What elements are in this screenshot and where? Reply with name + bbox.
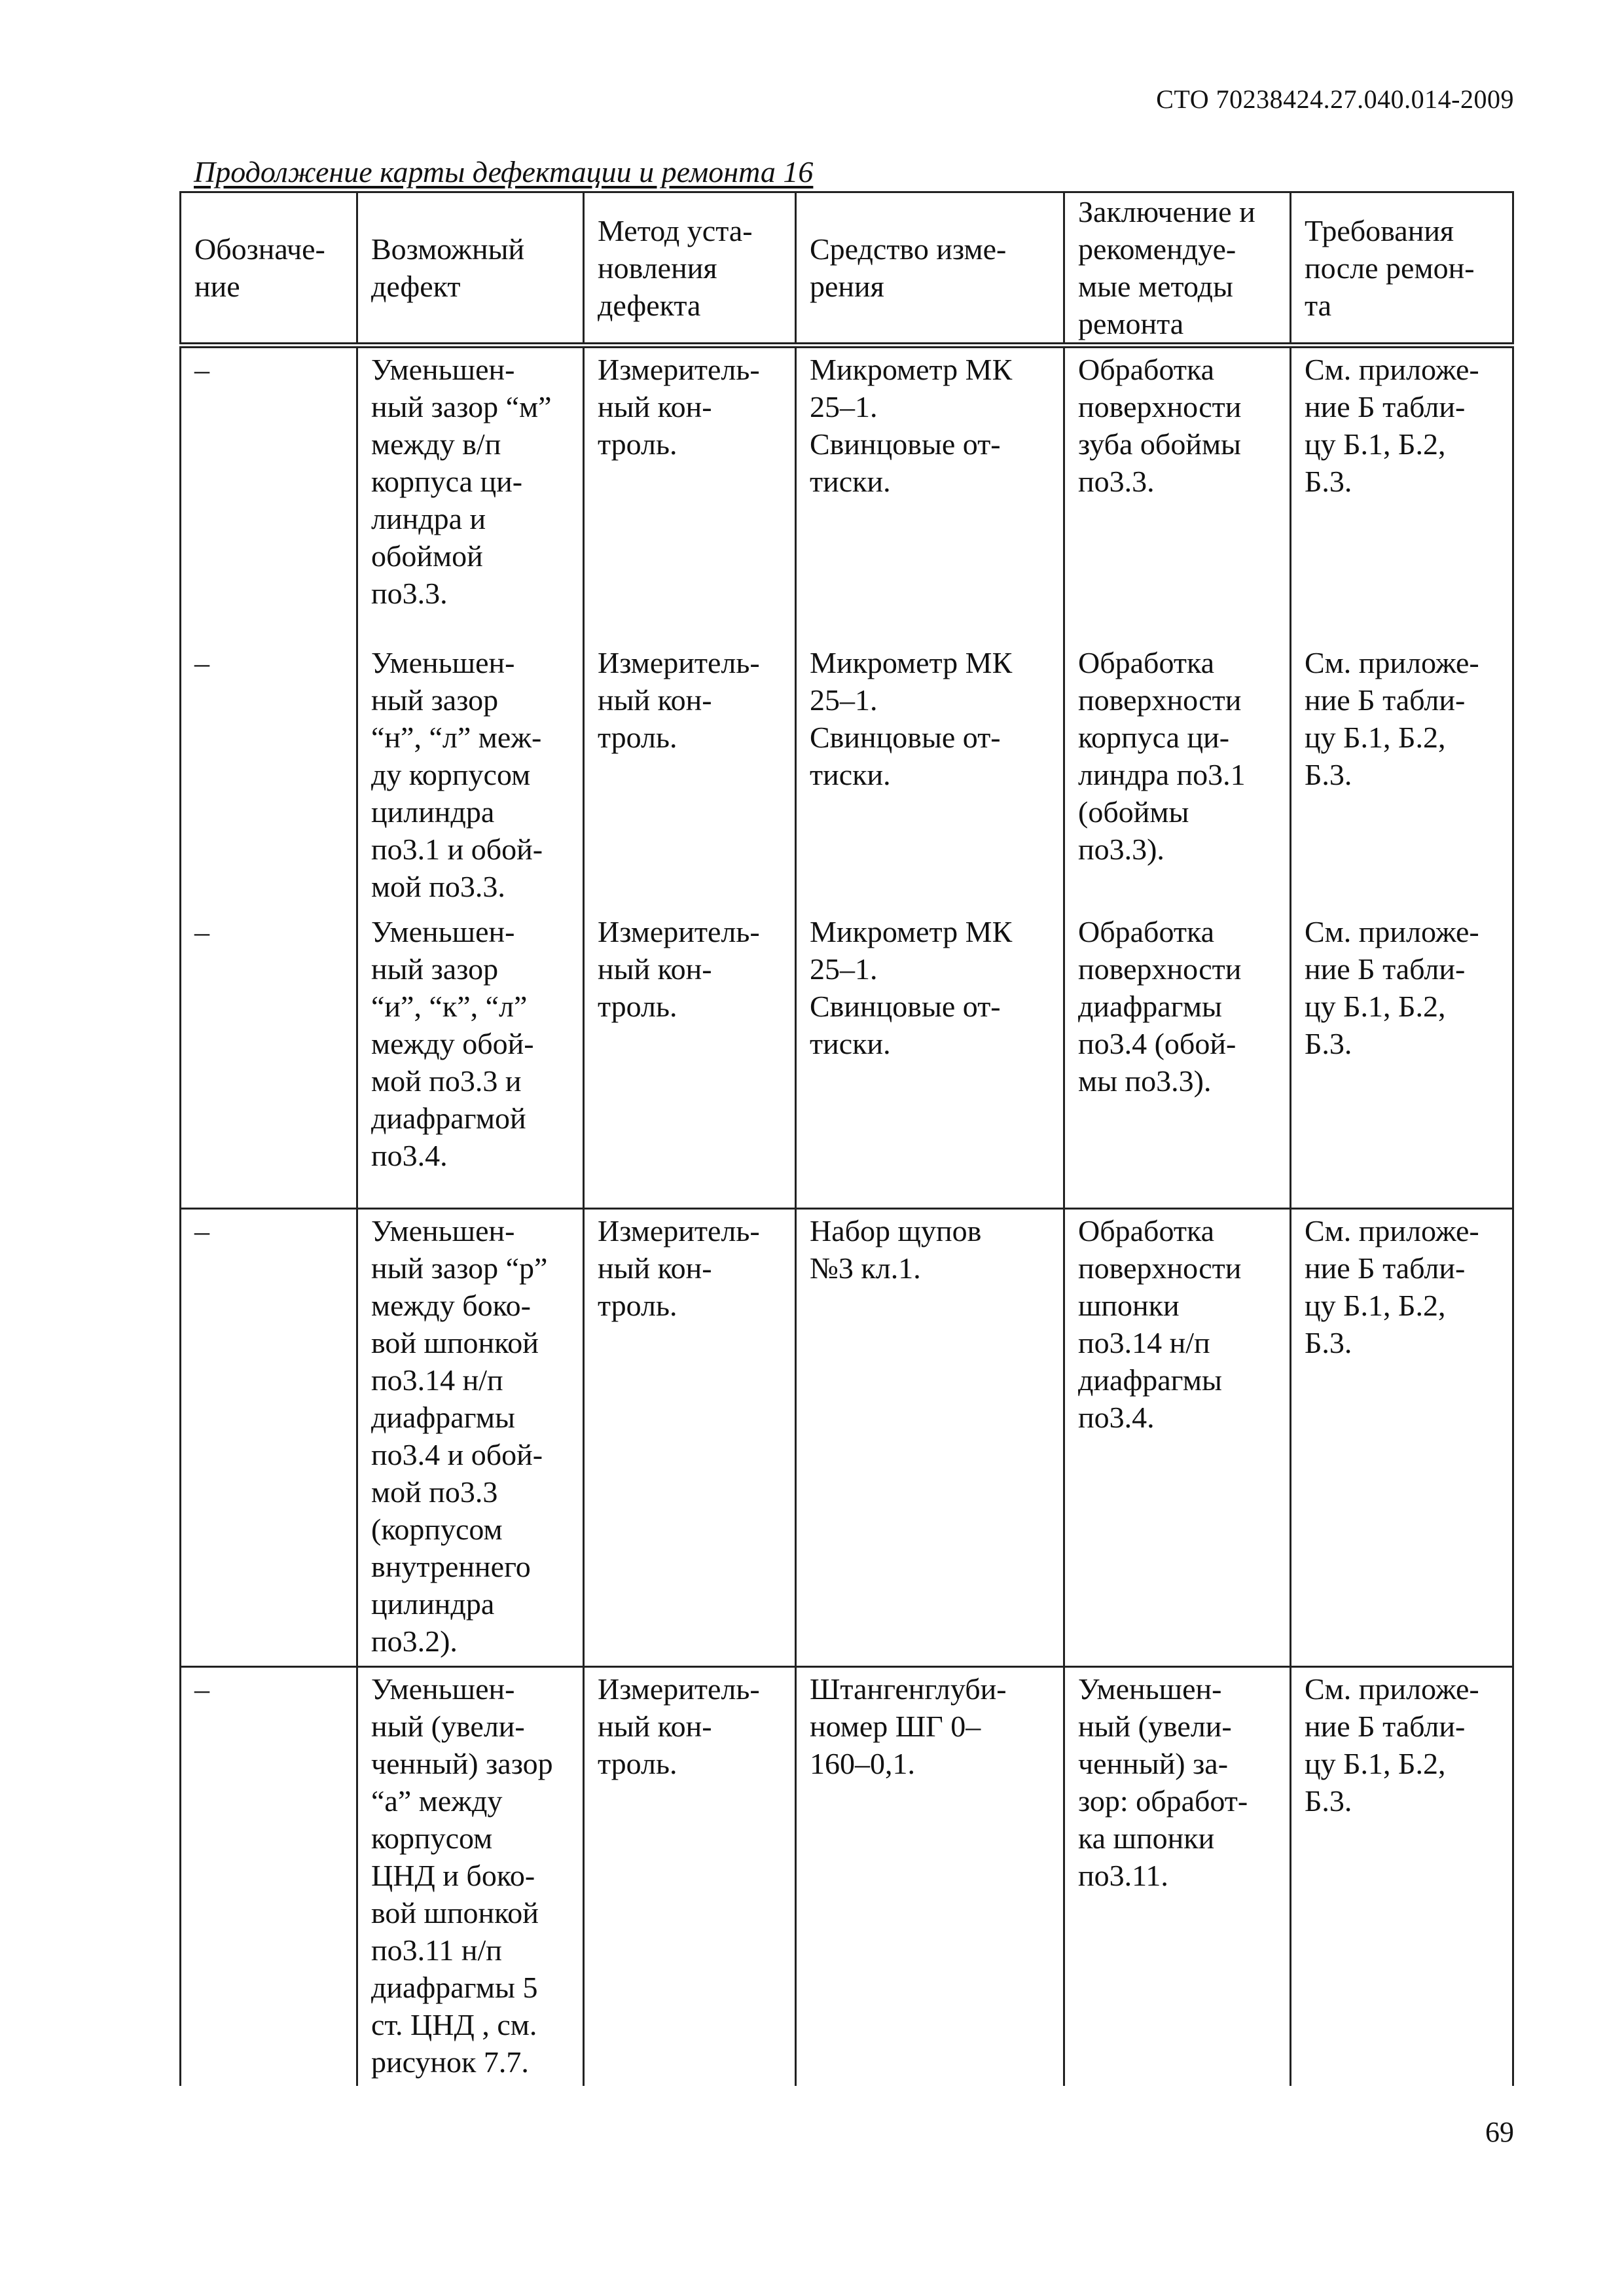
cell-defect: Уменьшен- ный зазор “и”, “к”, “л” между обой- мой по3.3 и диафрагмой по3.4. — [357, 910, 584, 1209]
cell-method: Измеритель- ный кон- троль. — [584, 1209, 796, 1667]
table-row — [181, 641, 1513, 910]
cell-defect: Уменьшен- ный (увели- ченный) зазор “а” между корпусом ЦНД и боко- вой шпонкой по3.11 н/п диафрагмы 5 ст. ЦНД , см. рисунок 7.7. — [357, 1667, 584, 2087]
cell-tool: Набор щупов №3 кл.1. — [796, 1209, 1064, 1667]
cell-conclusion: Обработка поверхности зуба обоймы по3.3. — [1064, 346, 1291, 641]
cell-tool: Микрометр МК 25–1. Свинцовые от- тиски. — [796, 641, 1064, 910]
table-row — [181, 1209, 1513, 1667]
table-header-row — [181, 192, 1513, 346]
cell-requirements: См. приложе- ние Б табли- цу Б.1, Б.2, Б.3. — [1291, 641, 1513, 910]
cell-designation: – — [181, 1209, 357, 1667]
cell-method: Измеритель- ный кон- троль. — [584, 1667, 796, 2087]
cell-defect: Уменьшен- ный зазор “р” между боко- вой шпонкой по3.14 н/п диафрагмы по3.4 и обой- мой по3.3 (корпусом внутреннего цилиндра по3.2). — [357, 1209, 584, 1667]
cell-designation: – — [181, 910, 357, 1209]
column-header-requirements: Требования после ремон- та — [1291, 192, 1513, 346]
column-header-tool: Средство изме- рения — [796, 192, 1064, 346]
table-row — [181, 1667, 1513, 2087]
document-code: СТО 70238424.27.040.014-2009 — [1156, 84, 1514, 114]
cell-method: Измеритель- ный кон- троль. — [584, 346, 796, 641]
defect-repair-table — [179, 191, 1514, 2086]
cell-method: Измеритель- ный кон- троль. — [584, 641, 796, 910]
cell-conclusion: Обработка поверхности корпуса ци- линдра по3.1 (обоймы по3.3). — [1064, 641, 1291, 910]
cell-conclusion: Обработка поверхности шпонки по3.14 н/п диафрагмы по3.4. — [1064, 1209, 1291, 1667]
table-row — [181, 910, 1513, 1209]
cell-tool: Штангенглуби- номер ШГ 0– 160–0,1. — [796, 1667, 1064, 2087]
cell-conclusion: Обработка поверхности диафрагмы по3.4 (обой- мы по3.3). — [1064, 910, 1291, 1209]
defect-repair-table-container — [179, 191, 1512, 2079]
cell-defect: Уменьшен- ный зазор “м” между в/п корпуса ци- линдра и обоймой по3.3. — [357, 346, 584, 641]
cell-tool: Микрометр МК 25–1. Свинцовые от- тиски. — [796, 910, 1064, 1209]
cell-requirements: См. приложе- ние Б табли- цу Б.1, Б.2, Б.3. — [1291, 1667, 1513, 2087]
cell-conclusion: Уменьшен- ный (увели- ченный) за- зор: обработ- ка шпонки по3.11. — [1064, 1667, 1291, 2087]
column-header-designation: Обозначе- ние — [181, 192, 357, 346]
cell-tool: Микрометр МК 25–1. Свинцовые от- тиски. — [796, 346, 1064, 641]
cell-designation: – — [181, 346, 357, 641]
column-header-method: Метод уста- новления дефекта — [584, 192, 796, 346]
column-header-conclusion: Заключение и рекомендуе- мые методы ремонта — [1064, 192, 1291, 346]
table-row — [181, 346, 1513, 641]
cell-designation: – — [181, 641, 357, 910]
cell-requirements: См. приложе- ние Б табли- цу Б.1, Б.2, Б.3. — [1291, 1209, 1513, 1667]
cell-method: Измеритель- ный кон- троль. — [584, 910, 796, 1209]
cell-designation: – — [181, 1667, 357, 2087]
cell-requirements: См. приложе- ние Б табли- цу Б.1, Б.2, Б.3. — [1291, 346, 1513, 641]
cell-defect: Уменьшен- ный зазор “н”, “л” меж- ду корпусом цилиндра по3.1 и обой- мой по3.3. — [357, 641, 584, 910]
table-caption: Продолжение карты дефектации и ремонта 16 — [194, 155, 814, 188]
column-header-defect: Возможный дефект — [357, 192, 584, 346]
page-number: 69 — [1485, 2116, 1514, 2148]
cell-requirements: См. приложе- ние Б табли- цу Б.1, Б.2, Б.3. — [1291, 910, 1513, 1209]
